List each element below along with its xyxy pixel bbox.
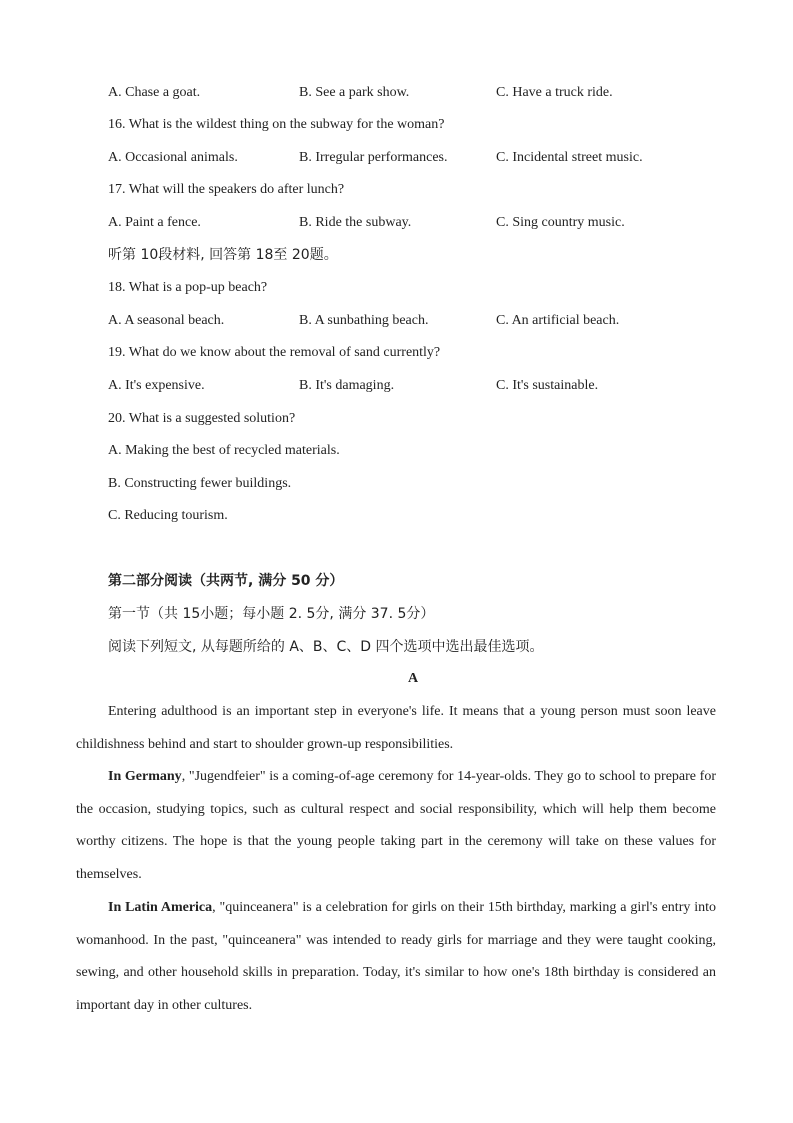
passage-label: A: [407, 671, 419, 686]
paragraph-2-lead: In Germany: [108, 769, 182, 784]
q17-option-c: C. Sing country music.: [496, 215, 625, 230]
question-18: 18. What is a pop-up beach?: [108, 280, 268, 295]
question-17: 17. What will the speakers do after lunch?: [108, 182, 345, 197]
q16-option-a: A. Occasional animals.: [108, 150, 238, 165]
q20-option-b: B. Constructing fewer buildings.: [108, 476, 292, 491]
question-19: 19. What do we know about the removal of sand currently?: [108, 345, 441, 360]
q17-option-b: B. Ride the subway.: [299, 215, 412, 230]
q20-option-a: A. Making the best of recycled materials.: [108, 443, 340, 458]
paragraph-2-text: , "Jugendfeier" is a coming-of-age ceremony for 14-year-olds. They go to school to prepare for the occasion, studying topics, such as cultural respect and social responsibility, which will help them become worthy citizens. The hope is that the young people taking part in the ceremony will take on these values for themselves.: [76, 769, 716, 883]
passage-paragraph-1: [76, 696, 716, 761]
q20-option-c: C. Reducing tourism.: [108, 508, 228, 523]
paragraph-3-text: , "quinceanera" is a celebration for girls on their 15th birthday, marking a girl's entry into womanhood. In the past, "quinceanera" was intended to ready girls for marriage and they were taught cooking, sewing, and other household skills in preparation. Today, it's similar to how one's 18th birthday is considered an important day in other cultures.: [76, 900, 716, 1014]
q18-option-a: A. A seasonal beach.: [108, 313, 225, 328]
q17-option-a: A. Paint a fence.: [108, 215, 201, 230]
section-10-instruction: 听第 10段材料, 回答第 18至 20题。: [108, 247, 338, 263]
paragraph-1-text: Entering adulthood is an important step in everyone's life. It means that a young person must soon leave childishness behind and start to shoulder grown-up responsibilities.: [76, 704, 716, 752]
q19-option-c: C. It's sustainable.: [496, 378, 599, 393]
part2-title: 第二部分阅读（共两节, 满分 50 分）: [108, 573, 344, 589]
passage-paragraph-3: [76, 892, 716, 1023]
q18-option-c: C. An artificial beach.: [496, 313, 620, 328]
q18-option-b: B. A sunbathing beach.: [299, 313, 429, 328]
part2-instruction: 阅读下列短文, 从每题所给的 A、B、C、D 四个选项中选出最佳选项。: [108, 639, 544, 655]
part2-section1-heading: 第一节（共 15小题；每小题 2. 5分, 满分 37. 5分）: [108, 606, 435, 622]
q15-option-b: B. See a park show.: [299, 85, 410, 100]
question-16: 16. What is the wildest thing on the subway for the woman?: [108, 117, 445, 132]
question-20: 20. What is a suggested solution?: [108, 411, 296, 426]
q15-option-c: C. Have a truck ride.: [496, 85, 613, 100]
paragraph-3-lead: In Latin America: [108, 900, 213, 915]
passage-paragraph-2: [76, 761, 716, 892]
q16-option-b: B. Irregular performances.: [299, 150, 448, 165]
q16-option-c: C. Incidental street music.: [496, 150, 643, 165]
q19-option-b: B. It's damaging.: [299, 378, 395, 393]
q15-option-a: A. Chase a goat.: [108, 85, 201, 100]
q19-option-a: A. It's expensive.: [108, 378, 205, 393]
